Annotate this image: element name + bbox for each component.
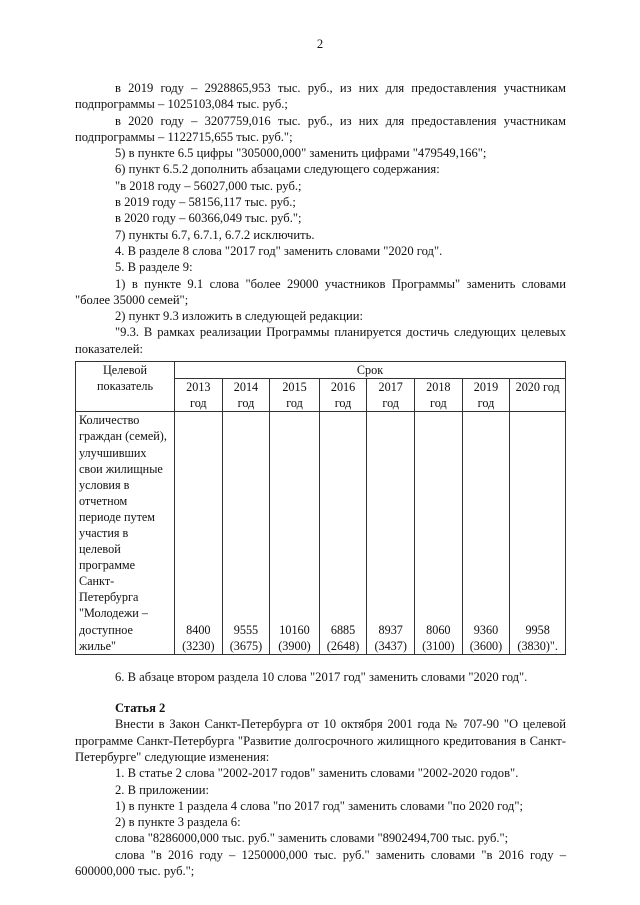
table-cell: 9958 (3830)". <box>510 412 566 654</box>
paragraph: в 2020 году – 60366,049 тыс. руб."; <box>115 211 302 226</box>
paragraph: 6. В абзаце втором раздела 10 слова "2017 год" заменить словами "2020 год". <box>115 669 528 684</box>
top-text <box>75 80 566 357</box>
paragraph: 5) в пункте 6.5 цифры "305000,000" заменить цифрами "479549,166"; <box>115 146 487 161</box>
paragraph: в 2019 году – 58156,117 тыс. руб.; <box>115 195 296 210</box>
paragraph: "9.3. В рамках реализации Программы планируется достичь следующих целевых показателей: <box>75 325 566 356</box>
bottom-text <box>75 669 566 880</box>
article-heading: Статья 2 <box>115 701 166 716</box>
paragraph: 1) в пункте 1 раздела 4 слова "по 2017 год" заменить словами "по 2020 год"; <box>115 798 523 813</box>
table-cell: 10160 (3900) <box>270 412 319 654</box>
indicator-header: Целевой показатель <box>76 362 175 412</box>
table-cell: 8060 (3100) <box>415 412 463 654</box>
table-cell: 8937 (3437) <box>367 412 415 654</box>
paragraph: 5. В разделе 9: <box>115 260 193 275</box>
indicator-name: Количество граждан (семей), улучшивших свои жилищные условия в отчетном периоде путем участия в целевой программе Санкт-Петербурга "Молодежи – доступное жилье" <box>76 412 175 654</box>
year-header: 2020 год <box>510 379 566 412</box>
year-header: 2016 год <box>319 379 367 412</box>
paragraph: Внести в Закон Санкт-Петербурга от 10 октября 2001 года № 707-90 "О целевой программе Санкт-Петербурга "Развитие долгосрочного жилищного кредитования в Санкт-Петербурге" следующие изменения: <box>75 717 566 764</box>
paragraph: 2. В приложении: <box>115 782 210 797</box>
paragraph: слова "8286000,000 тыс. руб." заменить словами "8902494,700 тыс. руб."; <box>115 831 509 846</box>
paragraph: 2) пункт 9.3 изложить в следующей редакции: <box>115 309 363 324</box>
year-header: 2015 год <box>270 379 319 412</box>
table-cell: 9555 (3675) <box>222 412 270 654</box>
paragraph: "в 2018 году – 56027,000 тыс. руб.; <box>115 178 302 193</box>
paragraph: в 2020 году – 3207759,016 тыс. руб., из них для предоставления участникам подпрограммы – 1122715,655 тыс. руб."; <box>75 113 566 144</box>
paragraph: 6) пункт 6.5.2 дополнить абзацами следующего содержания: <box>115 162 440 177</box>
year-header: 2013 год <box>175 379 223 412</box>
paragraph: слова "в 2016 году – 1250000,000 тыс. руб." заменить словами "в 2016 году – 600000,000 тыс. руб."; <box>75 847 566 878</box>
page-body <box>75 52 566 879</box>
paragraph: 2) в пункте 3 раздела 6: <box>115 815 241 830</box>
paragraph: 1. В статье 2 слова "2002-2017 годов" заменить словами "2002-2020 годов". <box>115 766 519 781</box>
target-indicators-table <box>75 361 566 655</box>
table-cell: 8400 (3230) <box>175 412 223 654</box>
year-header: 2014 год <box>222 379 270 412</box>
paragraph: в 2019 году – 2928865,953 тыс. руб., из них для предоставления участникам подпрограммы – 1025103,084 тыс. руб.; <box>75 81 566 112</box>
year-header: 2019 год <box>462 379 510 412</box>
year-header: 2018 год <box>415 379 463 412</box>
table-row <box>76 412 566 654</box>
year-header: 2017 год <box>367 379 415 412</box>
period-header: Срок <box>175 362 566 379</box>
paragraph: 4. В разделе 8 слова "2017 год" заменить словами "2020 год". <box>115 243 443 258</box>
page-number: 2 <box>316 37 324 51</box>
table-cell: 6885 (2648) <box>319 412 367 654</box>
paragraph: 1) в пункте 9.1 слова "более 29000 участников Программы" заменить словами "более 35000 семей"; <box>75 276 566 307</box>
paragraph: 7) пункты 6.7, 6.7.1, 6.7.2 исключить. <box>115 227 315 242</box>
table-cell: 9360 (3600) <box>462 412 510 654</box>
